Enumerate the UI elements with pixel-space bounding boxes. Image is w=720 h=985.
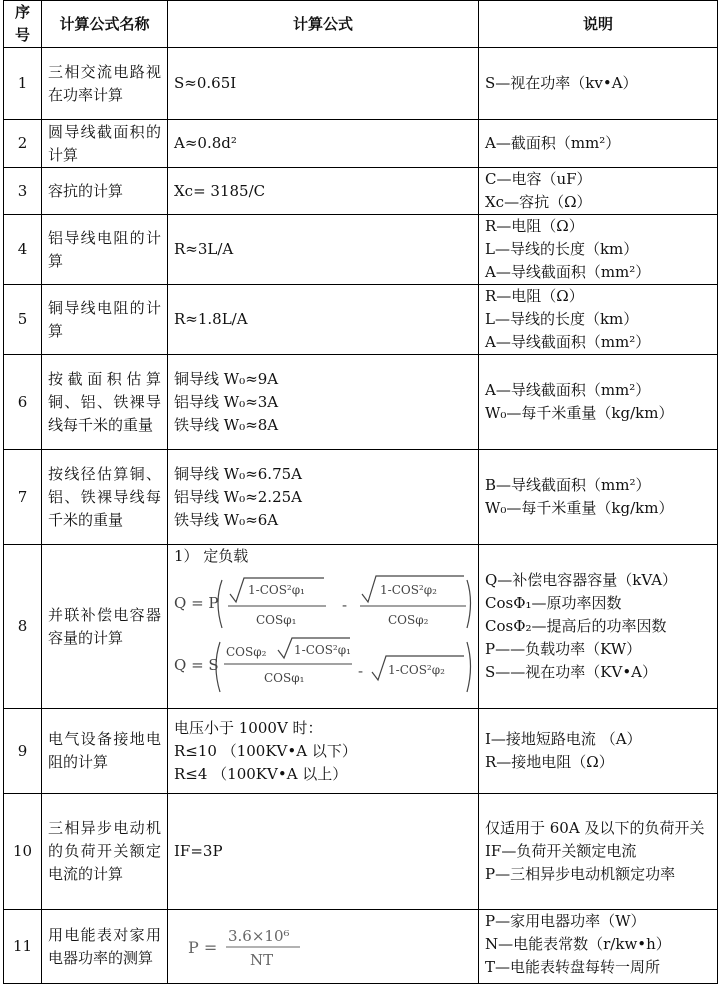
formula-name: 并联补偿电容器容量的计算 (42, 545, 168, 709)
table-row (4, 545, 718, 709)
description-line: CosΦ₁—原功率因数 (485, 594, 622, 612)
svg-text:1-COS²φ₁: 1-COS²φ₁ (294, 643, 351, 657)
description-line: P—家用电器功率（W） (485, 912, 646, 930)
formula-name: 三相交流电路视在功率计算 (42, 48, 168, 120)
header-no: 序号 (4, 1, 42, 48)
table-row (4, 794, 718, 910)
table-row (4, 215, 718, 285)
header-row (4, 1, 718, 48)
svg-text:1-COS²φ₂: 1-COS²φ₂ (388, 663, 445, 677)
formula-cell (168, 120, 479, 168)
description-line: P——负载功率（KW） (485, 640, 642, 658)
description-line: W₀—每千米重量（kg/km） (485, 404, 674, 422)
description-line: S——视在功率（KV•A） (485, 663, 657, 681)
formula-name: 容抗的计算 (42, 168, 168, 215)
svg-text:P =: P = (188, 937, 218, 957)
formula-line: 铝导线 W₀≈2.25A (174, 487, 302, 506)
capacitor-formula-2 (174, 636, 474, 698)
description-line: L—导线的长度（km） (485, 240, 639, 258)
formula-name: 用电能表对家用电器功率的测算 (42, 910, 168, 984)
table-row (4, 709, 718, 794)
formula-line: R≤4 （100KV•A 以上） (174, 764, 348, 783)
header-desc: 说明 (479, 1, 718, 48)
table-row (4, 450, 718, 545)
formula-name: 按线径估算铜、铝、铁裸导线每千米的重量 (42, 450, 168, 545)
capacitor-formula-1 (174, 572, 474, 634)
table-row (4, 168, 718, 215)
description-cell (479, 709, 718, 794)
formula-line: 铜导线 W₀≈9A (174, 369, 279, 388)
svg-text:COSφ₂: COSφ₂ (226, 645, 267, 659)
table-row (4, 355, 718, 450)
formula-name: 按截面积估算铜、铝、铁裸导线每千米的重量 (42, 355, 168, 450)
description-line: N—电能表常数（r/kw•h） (485, 935, 671, 953)
svg-text:1-COS²φ₂: 1-COS²φ₂ (380, 583, 437, 597)
formula-name: 铝导线电阻的计算 (42, 215, 168, 285)
formula-name: 铜导线电阻的计算 (42, 285, 168, 355)
description-cell (479, 215, 718, 285)
svg-text:-: - (358, 662, 364, 680)
description-line: 仅适用于 60A 及以下的负荷开关 (485, 819, 705, 837)
description-cell (479, 355, 718, 450)
description-line: Q—补偿电容器容量（kVA） (485, 571, 678, 589)
description-line: P—三相异步电动机额定功率 (485, 865, 676, 883)
description-line: A—导线截面积（mm²） (485, 263, 651, 281)
formula-table (3, 0, 718, 984)
power-formula (188, 923, 348, 971)
formula-line: R≈3L/A (174, 240, 234, 258)
formula-line: S≈0.65I (174, 74, 237, 92)
description-line: R—电阻（Ω） (485, 287, 584, 305)
formula-name: 圆导线截面积的计算 (42, 120, 168, 168)
header-formula: 计算公式 (168, 1, 479, 48)
formula-cell (168, 355, 479, 450)
description-cell (479, 48, 718, 120)
description-line: A—导线截面积（mm²） (485, 333, 651, 351)
formula-line: 电压小于 1000V 时： (174, 718, 323, 737)
formula-cell (168, 48, 479, 120)
formula-name: 电气设备接地电阻的计算 (42, 709, 168, 794)
row-number: 8 (4, 545, 42, 709)
description-line: R—电阻（Ω） (485, 217, 584, 235)
svg-text:Q = P: Q = P (174, 594, 219, 612)
description-line: I—接地短路电流 （A） (485, 730, 642, 748)
table-row (4, 120, 718, 168)
description-line: CosΦ₂—提高后的功率因数 (485, 617, 667, 635)
formula-line: IF=3P (174, 842, 223, 860)
formula-cell (168, 168, 479, 215)
description-line: A—导线截面积（mm²） (485, 381, 651, 399)
row-number: 2 (4, 120, 42, 168)
formula-line: 1） 定负载 (174, 547, 249, 565)
svg-text:COSφ₂: COSφ₂ (388, 613, 429, 627)
description-cell (479, 545, 718, 709)
formula-cell (168, 285, 479, 355)
row-number: 9 (4, 709, 42, 794)
svg-text:-: - (342, 596, 348, 614)
formula-line: R≈1.8L/A (174, 310, 248, 328)
svg-text:COSφ₁: COSφ₁ (264, 671, 305, 685)
formula-line: 铁导线 W₀≈6A (174, 510, 279, 529)
row-number: 6 (4, 355, 42, 450)
svg-text:COSφ₁: COSφ₁ (256, 613, 297, 627)
formula-line: Xc= 3185/C (174, 181, 266, 200)
formula-cell (168, 215, 479, 285)
formula-line: 铜导线 W₀≈6.75A (174, 464, 302, 483)
description-line: C—电容（uF） (485, 170, 592, 188)
row-number: 10 (4, 794, 42, 910)
description-line: A—截面积（mm²） (485, 134, 621, 152)
svg-text:NT: NT (250, 950, 274, 969)
formula-name: 三相异步电动机的负荷开关额定电流的计算 (42, 794, 168, 910)
description-cell (479, 168, 718, 215)
description-cell (479, 910, 718, 984)
description-line: Xc—容抗（Ω） (485, 193, 592, 211)
description-cell (479, 794, 718, 910)
table-row (4, 285, 718, 355)
formula-line: 铁导线 W₀≈8A (174, 415, 279, 434)
description-line: L—导线的长度（km） (485, 310, 639, 328)
formula-cell (168, 450, 479, 545)
table-row (4, 48, 718, 120)
formula-cell (168, 709, 479, 794)
formula-line: A≈0.8d² (174, 134, 237, 152)
formula-cell (168, 794, 479, 910)
description-cell (479, 450, 718, 545)
header-name: 计算公式名称 (42, 1, 168, 48)
description-line: R—接地电阻（Ω） (485, 753, 614, 771)
row-number: 4 (4, 215, 42, 285)
description-line: IF—负荷开关额定电流 (485, 842, 637, 860)
row-number: 1 (4, 48, 42, 120)
svg-text:Q = S: Q = S (174, 656, 219, 674)
table-row (4, 910, 718, 984)
description-cell (479, 285, 718, 355)
row-number: 5 (4, 285, 42, 355)
row-number: 7 (4, 450, 42, 545)
formula-line: 铝导线 W₀≈3A (174, 392, 279, 411)
description-line: S—视在功率（kv•A） (485, 74, 638, 92)
svg-text:3.6×10⁶: 3.6×10⁶ (228, 926, 290, 945)
row-number: 11 (4, 910, 42, 984)
row-number: 3 (4, 168, 42, 215)
description-line: B—导线截面积（mm²） (485, 476, 651, 494)
formula-line: R≤10 （100KV•A 以下） (174, 741, 357, 760)
description-line: T—电能表转盘每转一周所 (485, 958, 661, 976)
formula-cell (168, 910, 479, 984)
description-cell (479, 120, 718, 168)
description-line: W₀—每千米重量（kg/km） (485, 499, 674, 517)
svg-text:1-COS²φ₁: 1-COS²φ₁ (248, 583, 305, 597)
formula-cell (168, 545, 479, 709)
